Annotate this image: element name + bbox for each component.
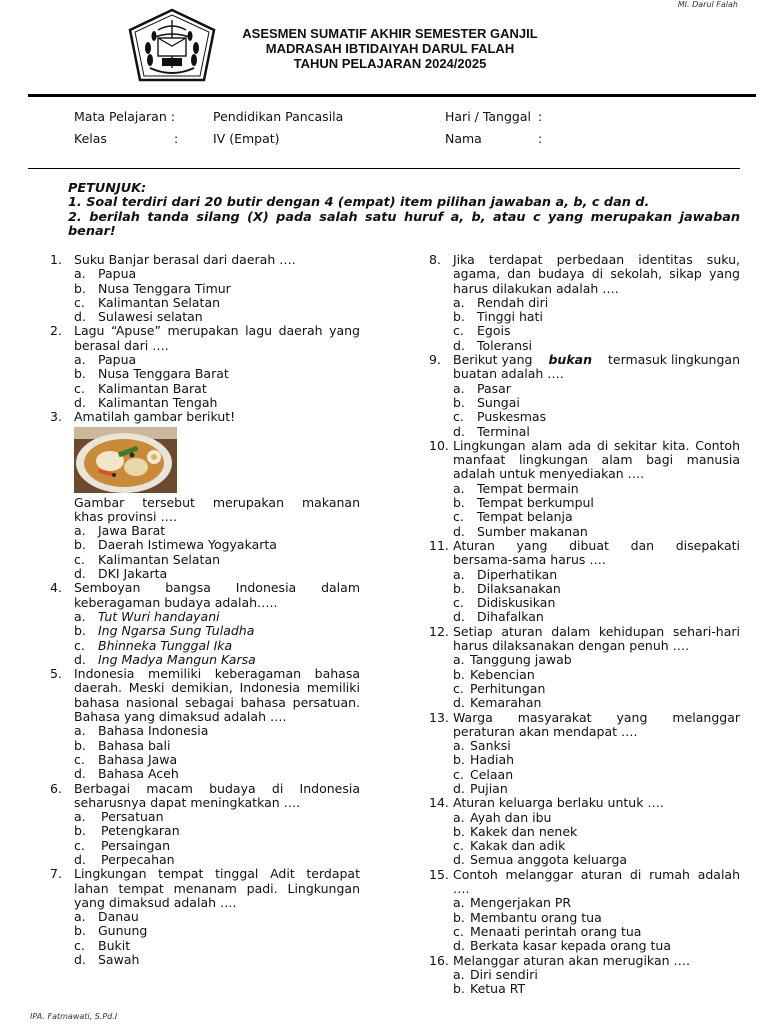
exam-title: ASESMEN SUMATIF AKHIR SEMESTER GANJIL [242,26,538,41]
name-colon: : [538,131,543,146]
subject-label: Mata Pelajaran : [74,109,175,124]
author-footer: IPA. Fatmawati, S.Pd.I [30,1012,118,1021]
option[interactable]: b. Sungai [453,394,520,410]
option[interactable]: c. Kakak dan adik [453,838,566,854]
ministry-logo [128,8,216,88]
option[interactable]: c. Didiskusikan [453,595,556,611]
question-9: 9. Berikut yang bukan termasuk lingkungan buatan adalah …. a. Pasar b. Sungai c. Puskesmas d. Terminal [429,352,740,439]
question-2: 2. Lagu “Apuse” merupakan lagu daerah yang berasal dari …. a. Papua b. Nusa Tenggara Barat c. Kalimantan Barat d. Kalimantan Tengah [50,323,360,410]
question-7: 7. Lingkungan tempat tinggal Adit terdapat lahan tempat menanam padi. Lingkungan yang dimaksud adalah …. a. Danau b. Gunung c. Bukit d. Sawah [50,866,360,968]
option[interactable]: d. Berkata kasar kepada orang tua [453,938,671,954]
option[interactable]: d. Ing Madya Mangun Karsa [74,651,256,667]
question-3: 3. Amatilah gambar berikut! Gambar tersebut merupakan makanan khas provinsi …. a. Jawa Barat b. Daerah Istimewa Yogyakarta c. Kalimantan Selatan d. DKI Jakarta [50,409,360,582]
option[interactable]: a. Tanggung jawab [453,652,572,668]
option[interactable]: d. Terminal [453,423,530,439]
option[interactable]: b. Nusa Tenggara Barat [74,366,229,382]
option[interactable]: c. Persaingan [74,837,171,853]
question-1: 1. Suku Banjar berasal dari daerah …. a. Papua b. Nusa Tenggara Timur c. Kalimantan Selatan d. Sulawesi selatan [50,253,360,324]
option[interactable]: c. Bahasa Jawa [74,751,178,767]
option[interactable]: c. Puskesmas [453,409,547,425]
instructions-title: PETUNJUK: [68,181,147,196]
option[interactable]: b. Gunung [74,923,148,939]
option[interactable]: a. Mengerjakan PR [453,895,572,911]
option[interactable]: a. Papua [74,352,137,368]
option[interactable]: d. DKI Jakarta [74,566,168,582]
option[interactable]: a. Persatuan [74,809,164,825]
option[interactable]: c. Kalimantan Selatan [74,294,221,310]
option[interactable]: c. Bukit [74,937,131,953]
school-name-corner: MI. Darul Falah [677,0,738,9]
class-colon: : [174,131,179,146]
option[interactable]: d. Semua anggota keluarga [453,852,628,868]
question-4: 4. Semboyan bangsa Indonesia dalam keberagaman budaya adalah….. a. Tut Wuri handayani b. Ing Ngarsa Sung Tuladha c. Bhinneka Tunggal Ika d. Ing Madya Mangun Karsa [50,580,360,667]
school-title: MADRASAH IBTIDAIYAH DARUL FALAH [265,41,515,56]
instructions [68,182,740,240]
option[interactable]: b. Membantu orang tua [453,909,602,925]
option[interactable]: c. Celaan [453,766,514,782]
instruction-2-cont: benar! [68,224,116,240]
option[interactable]: b. Bahasa bali [74,737,171,753]
option[interactable]: b. Tempat berkumpul [453,495,594,511]
food-photo [74,427,177,493]
option[interactable]: a. Jawa Barat [74,523,166,539]
option[interactable]: a. Diri sendiri [453,966,538,982]
option[interactable]: c. Egois [453,323,511,339]
option[interactable]: a. Bahasa Indonesia [74,723,209,739]
option[interactable]: c. Bhinneka Tunggal Ika [74,637,233,653]
subject-value: Pendidikan Pancasila [213,109,344,124]
option[interactable]: d. Sawah [74,952,140,968]
option[interactable]: b. Petengkaran [74,823,180,839]
option[interactable]: c. Kalimantan Selatan [74,551,221,567]
academic-year: TAHUN PELAJARAN 2024/2025 [293,56,487,71]
class-value: IV (Empat) [213,131,280,146]
option[interactable]: b. Kakek dan nenek [453,823,578,839]
right-column [429,253,740,996]
option[interactable]: d. Pujian [453,780,508,796]
option[interactable]: d. Kalimantan Tengah [74,394,218,410]
question-11: 11. Aturan yang dibuat dan disepakati bersama-sama harus …. a. Diperhatikan b. Dilaksanakan c. Didiskusikan d. Dihafalkan [429,537,740,625]
option[interactable]: a. Ayah dan ibu [453,809,552,825]
date-colon: : [538,109,543,124]
option[interactable]: a. Rendah diri [453,294,549,310]
option[interactable]: d. Sumber makanan [453,523,588,539]
option[interactable]: d. Kemarahan [453,695,542,711]
header-divider [28,94,756,97]
class-label: Kelas [74,131,107,146]
question-12: 12. Setiap aturan dalam kehidupan sehari-hari harus dilaksanakan dengan penuh …. a. Tanggung jawab b. Kebencian c. Perhitungan d. Kemarahan [429,623,740,711]
option[interactable]: b. Kebencian [453,666,535,682]
option[interactable]: b. Nusa Tenggara Timur [74,280,231,296]
option[interactable]: a. Tempat bermain [453,480,579,496]
question-5: 5. Indonesia memiliki keberagaman bahasa daerah. Meski demikian, Indonesia memiliki bahasa nasional sebagai bahasa persatuan. Bahasa yang dimaksud adalah …. a. Bahasa Indonesia b. Bahasa bali c. Bahasa Jawa d. Bahasa Aceh [50,666,360,782]
option[interactable]: b. Ketua RT [453,981,526,997]
option[interactable]: a. Danau [74,909,139,925]
info-divider [28,168,740,169]
option[interactable]: a. Diperhatikan [453,566,558,582]
option[interactable]: d. Perpecahan [74,851,175,867]
option[interactable]: b. Ing Ngarsa Sung Tuladha [74,623,255,639]
question-16: 16. Melanggar aturan akan merugikan …. a. Diri sendiri b. Ketua RT [429,954,740,997]
option[interactable]: b. Tinggi hati [453,309,543,325]
question-15: 15. Contoh melanggar aturan di rumah adalah …. a. Mengerjakan PR b. Membantu orang tua c. Menaati perintah orang tua d. Berkata kasar kepada orang tua [429,866,740,954]
question-14: 14. Aturan keluarga berlaku untuk …. a. Ayah dan ibu b. Kakek dan nenek c. Kakak dan adik d. Semua anggota keluarga [429,796,740,867]
option[interactable]: c. Menaati perintah orang tua [453,923,642,939]
question-10: 10. Lingkungan alam ada di sekitar kita. Contoh manfaat lingkungan alam bagi manusia adalah untuk menyediakan …. a. Tempat bermain b. Tempat berkumpul c. Tempat belanja d. Sumber makanan [429,437,740,539]
option[interactable]: b. Dilaksanakan [453,580,561,596]
option[interactable]: c. Perhitungan [453,680,546,696]
left-column [50,253,360,967]
option[interactable]: d. Dihafalkan [453,609,544,625]
option[interactable]: a. Papua [74,266,137,282]
instruction-1: 1. Soal terdiri dari 20 butir dengan 4 (empat) item pilihan jawaban a, b, c dan d. [68,195,650,211]
option[interactable]: a. Tut Wuri handayani [74,608,220,624]
option[interactable]: b. Hadiah [453,752,515,768]
option[interactable]: d. Sulawesi selatan [74,309,203,325]
name-label: Nama [445,131,482,146]
question-6: 6. Berbagai macam budaya di Indonesia seharusnya dapat meningkatkan …. a. Persatuan b. Petengkaran c. Persaingan d. Perpecahan [50,780,360,867]
option[interactable]: c. Kalimantan Barat [74,380,207,396]
question-13: 13. Warga masyarakat yang melanggar peraturan akan mendapat …. a. Sanksi b. Hadiah c. Celaan d. Pujian [429,709,740,796]
question-8: 8. Jika terdapat perbedaan identitas suku, agama, dan budaya di sekolah, sikap yang harus dilakukan adalah …. a. Rendah diri b. Tinggi hati c. Egois d. Toleransi [429,252,740,353]
option[interactable]: d. Toleransi [453,337,533,353]
option[interactable]: c. Tempat belanja [453,509,573,525]
option[interactable]: b. Daerah Istimewa Yogyakarta [74,537,277,553]
date-label: Hari / Tanggal [445,109,531,124]
option[interactable]: a. Sanksi [453,738,511,754]
option[interactable]: a. Pasar [453,380,511,396]
instruction-2: 2. berilah tanda silang (X) pada salah satu huruf a, b, atau c yang merupakan jawaban [68,209,740,225]
emphasis-word: bukan [548,352,592,368]
option[interactable]: d. Bahasa Aceh [74,766,179,782]
